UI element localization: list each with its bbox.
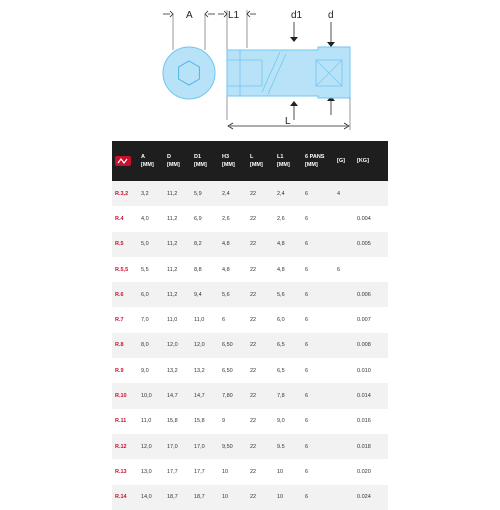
table-cell: 6,0 (141, 291, 149, 298)
column-header-unit: [MM] (167, 162, 180, 168)
table-cell: 5,6 (277, 291, 285, 298)
arrow-down-icon (327, 42, 335, 47)
table-cell: 6,0 (277, 317, 285, 324)
table-cell: 7,0 (141, 317, 149, 324)
table-cell: 6 (305, 468, 309, 475)
reference-cell: R.4 (115, 215, 124, 222)
table-cell: 2,6 (277, 215, 285, 222)
table-row (112, 282, 388, 307)
reference-cell: R.10 (115, 393, 127, 400)
arrow-icon (163, 11, 173, 17)
column-header-unit: [MM] (277, 162, 290, 168)
table-cell: 7,80 (222, 393, 233, 400)
table-cell: 18,7 (194, 494, 205, 501)
column-header-name: H3 (222, 154, 230, 160)
table-cell: 9 (222, 418, 226, 425)
reference-cell: R.5,5 (115, 266, 129, 273)
table-cell: 6 (305, 367, 309, 374)
table-cell: 4,8 (277, 241, 285, 248)
table-cell (334, 307, 354, 332)
table-cell: 6 (305, 215, 309, 222)
table-cell: 22 (250, 393, 257, 400)
reference-cell: R.7 (115, 317, 124, 324)
table-cell: 4 (337, 190, 341, 197)
reference-cell: R.6 (115, 291, 124, 298)
table-cell: 17,0 (167, 443, 178, 450)
table-cell: 6 (305, 291, 309, 298)
table-cell: 17,0 (194, 443, 205, 450)
table-cell: 22 (250, 317, 257, 324)
table-cell: 15,8 (167, 418, 178, 425)
column-header (247, 141, 274, 181)
table-cell: 6 (305, 342, 309, 349)
table-cell: 0.005 (357, 241, 371, 248)
column-header (164, 141, 191, 181)
column-header-name: L1 (277, 154, 284, 160)
table-cell: 11,0 (194, 317, 205, 324)
table-cell: 22 (250, 215, 257, 222)
table-cell: 0.018 (357, 443, 371, 450)
reference-cell: R.13 (115, 468, 127, 475)
table-row (112, 459, 388, 484)
table-cell: 22 (250, 266, 257, 273)
column-header-name: L (250, 154, 254, 160)
table-cell: 5,0 (141, 241, 149, 248)
table-cell: 10 (222, 494, 229, 501)
table-cell: 17,7 (167, 468, 178, 475)
arrow-up-icon (290, 101, 298, 106)
table-cell: 10 (277, 494, 284, 501)
column-header-name: D (167, 154, 171, 160)
table-cell: 6 (305, 494, 309, 501)
table-cell: 0.014 (357, 393, 371, 400)
table-cell (334, 206, 354, 231)
socket-technical-drawing (0, 0, 500, 140)
table-cell: 22 (250, 418, 257, 425)
table-cell: 2,4 (222, 190, 230, 197)
table-cell: 6,50 (222, 342, 233, 349)
table-cell: 0.008 (357, 342, 371, 349)
table-cell: 0.004 (357, 215, 371, 222)
column-header (191, 141, 219, 181)
column-header-unit: [MM] (222, 162, 235, 168)
table-row (112, 358, 388, 383)
reference-cell: R.3,2 (115, 190, 129, 197)
brand-logo-cell (112, 141, 138, 181)
table-cell: 8,8 (194, 266, 202, 273)
table-cell: 2,6 (222, 215, 230, 222)
table-cell: 5,5 (141, 266, 149, 273)
table-cell: 13,0 (141, 468, 152, 475)
column-header-name: A (141, 154, 145, 160)
table-row (112, 383, 388, 408)
table-cell: 6,5 (277, 367, 285, 374)
table-cell: 22 (250, 342, 257, 349)
column-header-name: D1 (194, 154, 202, 160)
table-cell: 4,8 (222, 266, 230, 273)
table-cell (334, 434, 354, 459)
table-cell: 22 (250, 241, 257, 248)
table-cell (334, 409, 354, 434)
socket-side-view (227, 47, 350, 98)
arrow-icon (218, 11, 227, 17)
column-header (138, 141, 164, 181)
table-cell: 12,0 (141, 443, 152, 450)
table-cell: 5,6 (222, 291, 230, 298)
table-cell: 6,9 (194, 215, 202, 222)
table-cell (334, 358, 354, 383)
table-cell: 8,0 (141, 342, 149, 349)
table-cell: 14,7 (194, 393, 205, 400)
table-row (112, 409, 388, 434)
table-cell: 2,4 (277, 190, 285, 197)
table-cell: 6 (305, 241, 309, 248)
table-cell: 9,0 (141, 367, 149, 374)
table-cell (334, 232, 354, 257)
column-header (302, 141, 334, 181)
column-header-unit: [MM] (141, 162, 154, 168)
column-header (354, 141, 388, 181)
table-cell: 12,0 (167, 342, 178, 349)
table-cell: 13,2 (167, 367, 178, 374)
table-cell: 4,8 (222, 241, 230, 248)
table-cell: 4,0 (141, 215, 149, 222)
table-cell (354, 257, 388, 282)
column-header-unit: [MM] (250, 162, 263, 168)
dimension-l1-label: L1 (228, 10, 240, 21)
table-cell: 11,0 (141, 418, 152, 425)
table-row (112, 206, 388, 231)
table-cell: 4,8 (277, 266, 285, 273)
table-cell: 0.020 (357, 468, 371, 475)
reference-cell: R.14 (115, 494, 127, 501)
table-cell: 10 (277, 468, 284, 475)
column-header-unit: [KG] (357, 158, 369, 164)
column-header (219, 141, 247, 181)
dimension-l-label: L (285, 116, 291, 127)
table-cell: 6,5 (277, 342, 285, 349)
table-cell: 12,0 (194, 342, 205, 349)
column-header-unit: [MM] (194, 162, 207, 168)
table-cell: 0.007 (357, 317, 371, 324)
table-cell: 6 (305, 418, 309, 425)
table-cell: 6 (305, 266, 309, 273)
arrow-icon (247, 11, 256, 17)
table-cell: 22 (250, 468, 257, 475)
table-cell (334, 282, 354, 307)
table-cell: 0.024 (357, 494, 371, 501)
table-header-row (112, 141, 388, 181)
table-cell: 6 (305, 393, 309, 400)
reference-cell: R.8 (115, 342, 124, 349)
table-cell: 11,2 (167, 215, 178, 222)
table-cell: 0.010 (357, 367, 371, 374)
table-cell: 9,50 (222, 443, 233, 450)
arrow-icon (205, 11, 215, 17)
reference-cell: R.12 (115, 443, 127, 450)
table-cell: 6,50 (222, 367, 233, 374)
table-cell: 6 (305, 190, 309, 197)
specification-table (112, 141, 388, 510)
table-cell: 11,2 (167, 190, 178, 197)
table-body (112, 181, 388, 510)
table-row (112, 232, 388, 257)
table-cell: 0.016 (357, 418, 371, 425)
table-cell: 22 (250, 291, 257, 298)
table-cell: 3,2 (141, 190, 149, 197)
table-cell (334, 485, 354, 510)
column-header-name: 6 PANS (305, 154, 325, 160)
socket-end-view (163, 47, 215, 99)
table-cell: 9,0 (277, 418, 285, 425)
column-header-unit: [MM] (305, 162, 318, 168)
table-cell: 22 (250, 443, 257, 450)
table-cell: 6 (337, 266, 341, 273)
table-cell: 7,8 (277, 393, 285, 400)
table-row (112, 434, 388, 459)
table-cell: 0.006 (357, 291, 371, 298)
table-cell: 10 (222, 468, 229, 475)
reference-cell: R.9 (115, 367, 124, 374)
table-cell: 11,0 (167, 317, 178, 324)
arrow-down-icon (290, 37, 298, 42)
table-cell (334, 333, 354, 358)
table-row (112, 485, 388, 510)
column-header-unit: [G] (337, 158, 345, 164)
table-row (112, 181, 388, 206)
table-cell: 14,0 (141, 494, 152, 501)
table-cell: 14,7 (167, 393, 178, 400)
table-cell (334, 459, 354, 484)
dimension-d-label: d (328, 10, 334, 21)
table-cell: 9,4 (194, 291, 202, 298)
table-cell: 17,7 (194, 468, 205, 475)
table-cell (354, 181, 388, 206)
table-cell: 10,0 (141, 393, 152, 400)
table-cell: 6 (305, 443, 309, 450)
table-cell: 18,7 (167, 494, 178, 501)
table-cell: 22 (250, 190, 257, 197)
reference-cell: R.11 (115, 418, 127, 425)
table-cell: 8,2 (194, 241, 202, 248)
column-header (334, 141, 354, 181)
table-cell: 22 (250, 367, 257, 374)
dimension-d1-label: d1 (291, 10, 303, 21)
table-cell: 11,2 (167, 241, 178, 248)
table-cell: 13,2 (194, 367, 205, 374)
table-cell: 6 (305, 317, 309, 324)
table-cell: 9.5 (277, 443, 285, 450)
facom-logo-icon (115, 156, 131, 166)
table-cell: 6 (222, 317, 226, 324)
table-cell: 11,2 (167, 291, 178, 298)
table-row (112, 257, 388, 282)
dimension-a-label: A (186, 10, 193, 21)
column-header (274, 141, 302, 181)
table-row (112, 307, 388, 332)
table-cell (334, 383, 354, 408)
table-cell: 5,9 (194, 190, 202, 197)
reference-cell: R.5 (115, 241, 124, 248)
table-cell: 11,2 (167, 266, 178, 273)
table-row (112, 333, 388, 358)
table-cell: 15,8 (194, 418, 205, 425)
table-cell: 22 (250, 494, 257, 501)
